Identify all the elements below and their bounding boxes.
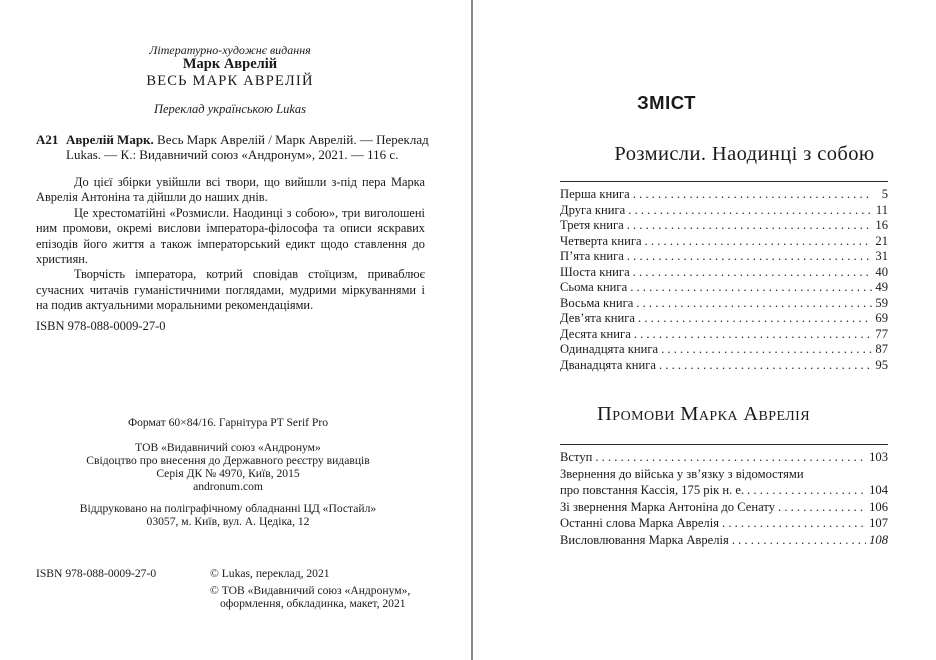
toc-page-number: 11 <box>875 202 888 217</box>
toc-entry[interactable] <box>560 327 888 343</box>
toc-heading: ЗМІСТ <box>637 92 696 113</box>
toc-entry-label: Третя книга <box>560 218 624 232</box>
toc-entry[interactable] <box>560 187 888 203</box>
toc-leader-dots <box>627 218 873 234</box>
toc-entry[interactable] <box>560 249 888 265</box>
right-page <box>473 0 936 660</box>
toc-entry[interactable] <box>560 482 888 499</box>
toc-entry-label: Зі звернення Марка Антоніна до Сенату <box>560 499 776 514</box>
catalog-line1: Весь Марк Аврелій / Марк Аврелій. — Переклад <box>153 132 429 147</box>
toc-leader-dots <box>627 249 873 265</box>
toc-entry-label: Дванадцята книга <box>560 357 656 372</box>
toc-list-speeches <box>560 449 888 548</box>
book-title: ВЕСЬ МАРК АВРЕЛІЙ <box>146 73 314 89</box>
toc-entry-label: Сьома книга <box>560 280 628 294</box>
toc-list-meditations <box>560 187 888 373</box>
toc-page-number: 5 <box>881 187 888 201</box>
toc-page-number: 106 <box>869 499 888 514</box>
toc-entry-label: Висловлювання Марка Аврелія <box>560 532 729 547</box>
section-title-speeches: Промови Марка Аврелія <box>597 403 810 425</box>
toc-leader-dots <box>747 482 866 499</box>
printer-address: 03057, м. Київ, вул. А. Цедіка, 12 <box>146 515 310 528</box>
toc-page-number: 104 <box>869 483 888 497</box>
toc-entry[interactable] <box>560 203 888 219</box>
toc-leader-dots <box>732 532 866 549</box>
toc-entry[interactable] <box>560 234 888 250</box>
toc-page-number: 95 <box>875 357 888 372</box>
publisher-line: Серія ДК № 4970, Київ, 2015 <box>156 467 300 480</box>
toc-entry[interactable] <box>560 265 888 281</box>
toc-leader-dots <box>661 342 872 358</box>
toc-page-number: 107 <box>869 516 888 530</box>
copyright-publisher: © ТОВ «Видавничий союз «Андронум», <box>210 583 411 597</box>
isbn-main: ISBN 978-088-0009-27-0 <box>36 319 166 333</box>
toc-leader-dots <box>595 449 866 466</box>
toc-leader-dots <box>633 187 873 203</box>
toc-page-number: 69 <box>875 311 888 325</box>
toc-entry-label: Шоста книга <box>560 264 630 279</box>
publisher-info <box>0 441 464 493</box>
publisher-line: ТОВ «Видавничий союз «Андронум» <box>135 441 321 454</box>
toc-leader-dots <box>628 203 873 219</box>
catalog-line2: Lukas. — К.: Видавничий союз «Андронум», 2021. — 116 с. <box>66 147 399 162</box>
catalog-entry <box>66 132 434 162</box>
toc-entry-label: Четверта книга <box>560 233 642 248</box>
toc-entry-label: Дев’ята книга <box>560 311 636 325</box>
copyright-block <box>210 567 410 611</box>
translation-credit: Переклад українською Lukas <box>153 102 306 116</box>
toc-leader-dots <box>638 311 872 327</box>
toc-leader-dots <box>645 234 873 250</box>
printer-info <box>0 502 464 528</box>
section-divider <box>560 444 888 445</box>
toc-leader-dots <box>636 296 872 312</box>
publisher-line: Свідоцтво про внесення до Державного реєстру видавців <box>86 454 370 467</box>
toc-entry-label: Вступ <box>560 450 593 464</box>
toc-entry[interactable] <box>560 358 888 374</box>
toc-page-number: 103 <box>869 450 888 464</box>
toc-entry-label: П’ята книга <box>560 249 624 263</box>
toc-entry-label: Восьма книга <box>560 295 634 310</box>
printer-line: Віддруковано на поліграфічному обладнанні ЦД «Постайл» <box>79 502 377 515</box>
format-info: Формат 60×84/16. Гарнітура PT Serif Pro <box>127 416 329 429</box>
catalog-author: Аврелій Марк. <box>66 132 154 147</box>
section-title-meditations: Розмисли. Наодинці з собою <box>614 143 875 165</box>
toc-entry[interactable] <box>560 280 888 296</box>
toc-page-number: 40 <box>875 264 888 279</box>
toc-entry[interactable] <box>560 342 888 358</box>
toc-entry[interactable] <box>560 296 888 312</box>
toc-page-number: 49 <box>875 280 888 294</box>
toc-leader-dots <box>630 280 872 296</box>
toc-entry[interactable] <box>560 515 888 532</box>
toc-page-number: 77 <box>875 326 888 341</box>
toc-entry[interactable] <box>560 218 888 234</box>
catalog-code: А21 <box>36 132 59 147</box>
author-name: Марк Аврелій <box>182 56 278 72</box>
toc-leader-dots <box>634 327 873 343</box>
annotation-paragraph: Це хрестоматійні «Розмисли. Наодинці з собою», три виголошені ним промови, окремі вислови імператора-філософа та описи яскравих епізодів його життя а також імператорський едикт щодо ставлення до християн. <box>36 205 425 267</box>
toc-entry[interactable] <box>560 499 888 516</box>
toc-entry-label: Перша книга <box>560 187 630 201</box>
toc-page-number: 31 <box>875 249 888 263</box>
publisher-website: andronum.com <box>193 480 263 493</box>
copyright-translation: © Lukas, переклад, 2021 <box>210 567 330 580</box>
isbn-bottom: ISBN 978-088-0009-27-0 <box>36 567 157 580</box>
imprint-label: Літературно-художнє видання <box>149 43 311 57</box>
toc-entry[interactable] <box>560 532 888 549</box>
toc-leader-dots <box>659 358 872 374</box>
toc-entry-label: Звернення до війська у зв’язку з відомостями <box>560 466 804 481</box>
toc-entry-label: про повстання Кассія, 175 рік н. е. <box>560 483 745 497</box>
toc-page-number: 108 <box>869 532 888 547</box>
toc-leader-dots <box>722 515 866 532</box>
toc-entry[interactable] <box>560 311 888 327</box>
toc-page-number: 87 <box>875 342 888 356</box>
toc-entry-label: Останні слова Марка Аврелія <box>560 516 720 530</box>
copyright-publisher-cont: оформлення, обкладинка, макет, 2021 <box>220 597 406 610</box>
toc-page-number: 21 <box>875 233 888 248</box>
toc-entry-label: Десята книга <box>560 326 631 341</box>
section-divider <box>560 181 888 182</box>
toc-entry-label: Друга книга <box>560 202 626 217</box>
toc-entry[interactable] <box>560 449 888 466</box>
annotation-paragraph: Творчість імператора, котрий сповідав стоїцизм, приваблює сучасних читачів гуманістичними поглядами, мудрими міркуваннями і на подив актуальними моральними рекомендаціями. <box>36 267 425 313</box>
toc-entry-label: Одинадцята книга <box>560 342 659 356</box>
annotation-paragraph: До цієї збірки увійшли всі твори, що вийшли з-під пера Марка Аврелія Антоніна та дійшли до наших днів. <box>36 175 425 205</box>
toc-page-number: 59 <box>875 295 888 310</box>
annotation <box>36 175 425 314</box>
toc-leader-dots <box>778 499 866 516</box>
toc-page-number: 16 <box>875 218 888 232</box>
toc-leader-dots <box>633 265 873 281</box>
